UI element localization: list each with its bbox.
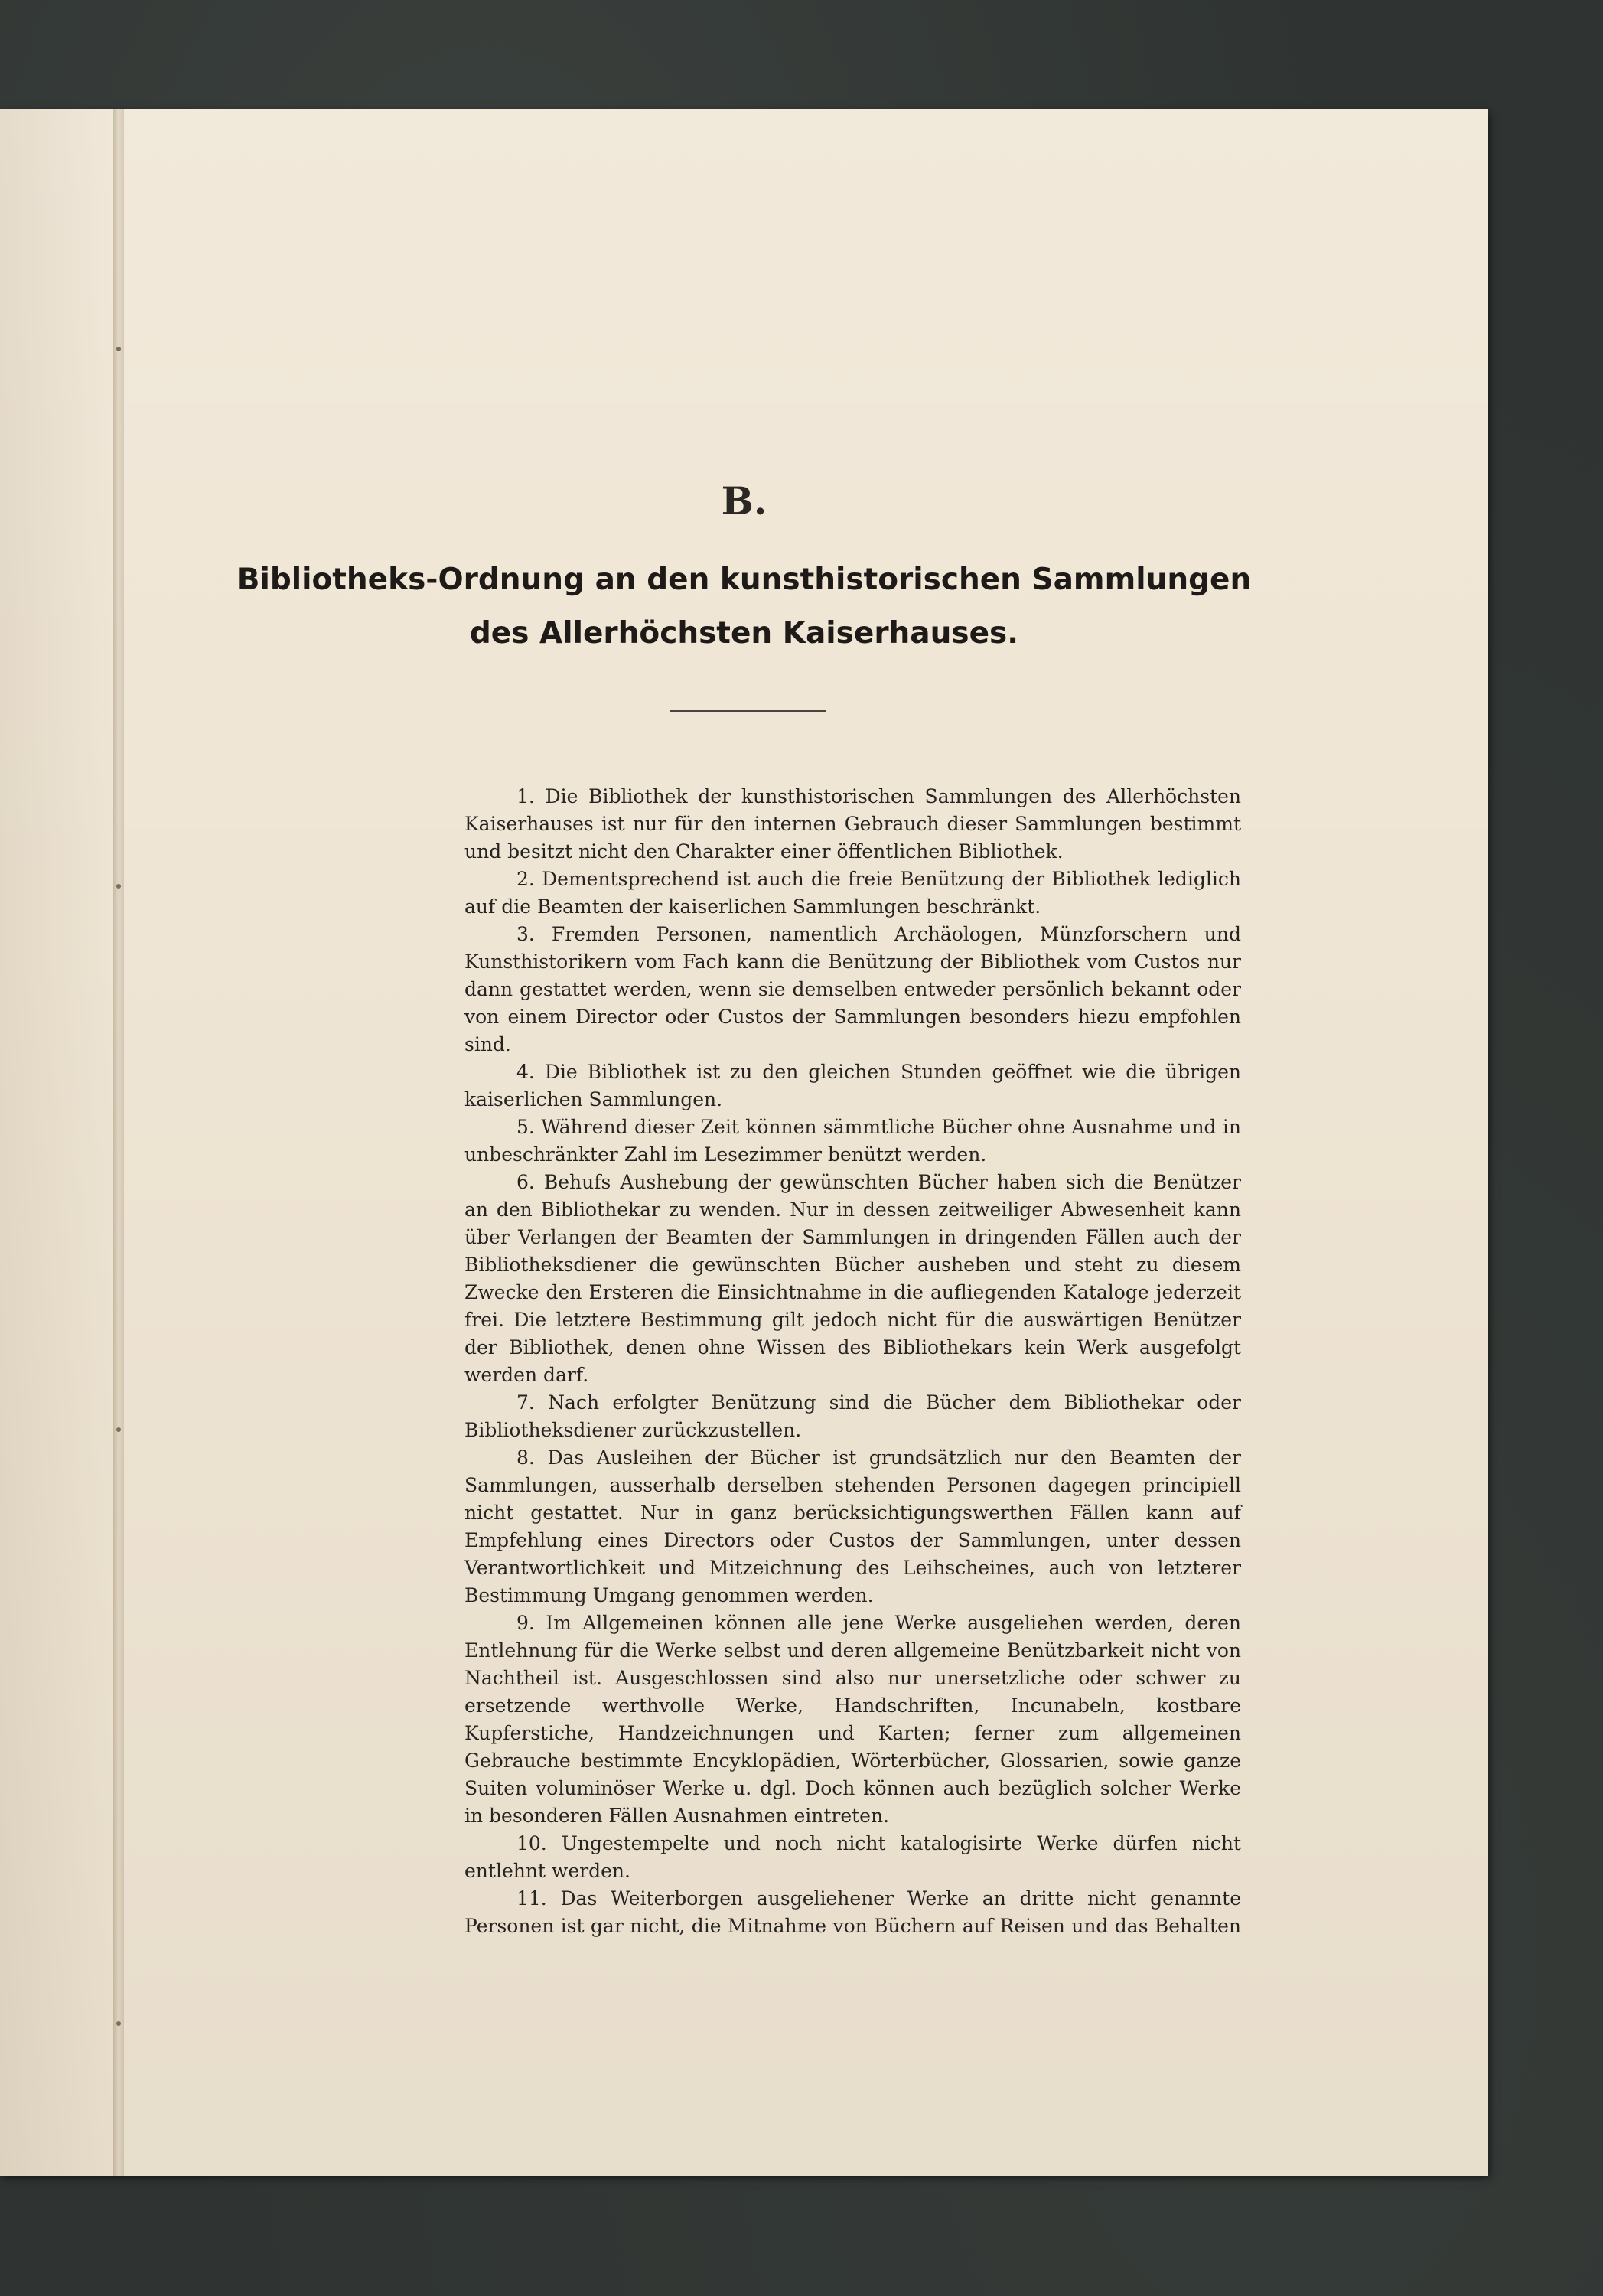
paragraph-10: 10. Ungestempelte und noch nicht katalogisirte Werke dürfen nicht entlehnt werden.	[464, 1832, 1241, 1882]
title-line-1: Bibliotheks-Ordnung an den kunsthistorischen Sammlungen	[236, 563, 1252, 597]
paragraph-1: 1. Die Bibliothek der kunsthistorischen Sammlungen des Allerhöchsten Kaiserhauses ist nur für den internen Gebrauch dieser Sammlungen bestimmt und besitzt nicht den Charakter einer öffentlichen Bibliothek.	[464, 785, 1241, 863]
binding-stitch-mark	[116, 884, 121, 889]
paragraph-2: 2. Dementsprechend ist auch die freie Benützung der Bibliothek lediglich auf die Beamten der kaiserlichen Sammlungen beschränkt.	[464, 868, 1241, 918]
document-title	[0, 553, 1488, 660]
document-page	[0, 109, 1488, 2176]
paragraph-3: 3. Fremden Personen, namentlich Archäologen, Münzforschern und Kunsthistorikern vom Fach kann die Benützung der Bibliothek vom Custos nur dann gestattet werden, wenn sie demselben entweder persönlich bekannt oder von einem Director oder Custos der Sammlungen besonders hiezu empfohlen sind.	[464, 923, 1241, 1055]
paragraph-11: 11. Das Weiterborgen ausgeliehener Werke an dritte nicht genannte Personen ist gar nicht, die Mitnahme von Büchern auf Reisen und das Behalten	[464, 1887, 1241, 1937]
page-binding-fold	[113, 109, 124, 2176]
regulations-text	[464, 783, 1241, 1940]
binding-stitch-mark	[116, 2021, 121, 2026]
paragraph-5: 5. Während dieser Zeit können sämmtliche Bücher ohne Ausnahme und in unbeschränkter Zahl im Lesezimmer benützt werden.	[464, 1116, 1241, 1166]
binding-stitch-mark	[116, 347, 121, 351]
paragraph-8: 8. Das Ausleihen der Bücher ist grundsätzlich nur den Beamten der Sammlungen, ausserhalb derselben stehenden Personen dagegen principiell nicht gestattet. Nur in ganz berücksichtigungswerthen Fällen kann auf Empfehlung eines Directors oder Custos der Sammlungen, unter dessen Verantwortlichkeit und Mitzeichnung des Leihscheines, auch von letzterer Bestimmung Umgang genommen werden.	[464, 1446, 1241, 1606]
paragraph-9: 9. Im Allgemeinen können alle jene Werke ausgeliehen werden, deren Entlehnung für die Werke selbst und deren allgemeine Benützbarkeit nicht von Nachtheil ist. Ausgeschlossen sind also nur unersetzliche oder schwer zu ersetzende werthvolle Werke, Handschriften, Incunabeln, kostbare Kupferstiche, Handzeichnungen und Karten; ferner zum allgemeinen Gebrauche bestimmte Encyklopädien, Wörterbücher, Glossarien, sowie ganze Suiten voluminöser Werke u. dgl. Doch können auch bezüglich solcher Werke in besonderen Fällen Ausnahmen eintreten.	[464, 1612, 1241, 1827]
paragraph-6: 6. Behufs Aushebung der gewünschten Bücher haben sich die Benützer an den Bibliothekar zu wenden. Nur in dessen zeitweiliger Abwesenheit kann über Verlangen der Beamten der Sammlungen in dringenden Fällen auch der Bibliotheksdiener die gewünschten Bücher ausheben und steht zu diesem Zwecke den Ersteren die Einsichtnahme in die aufliegenden Kataloge jederzeit frei. Die letztere Bestimmung gilt jedoch nicht für die auswärtigen Benützer der Bibliothek, denen ohne Wissen des Bibliothekars kein Werk ausgefolgt werden darf.	[464, 1171, 1241, 1386]
section-letter: B.	[721, 478, 767, 523]
title-divider	[670, 710, 826, 712]
paragraph-4: 4. Die Bibliothek ist zu den gleichen Stunden geöffnet wie die übrigen kaiserlichen Sammlungen.	[464, 1061, 1241, 1110]
binding-stitch-mark	[116, 1427, 121, 1432]
title-line-2: des Allerhöchsten Kaiserhauses.	[469, 616, 1019, 651]
paragraph-7: 7. Nach erfolgter Benützung sind die Bücher dem Bibliothekar oder Bibliotheksdiener zurückzustellen.	[464, 1391, 1241, 1441]
